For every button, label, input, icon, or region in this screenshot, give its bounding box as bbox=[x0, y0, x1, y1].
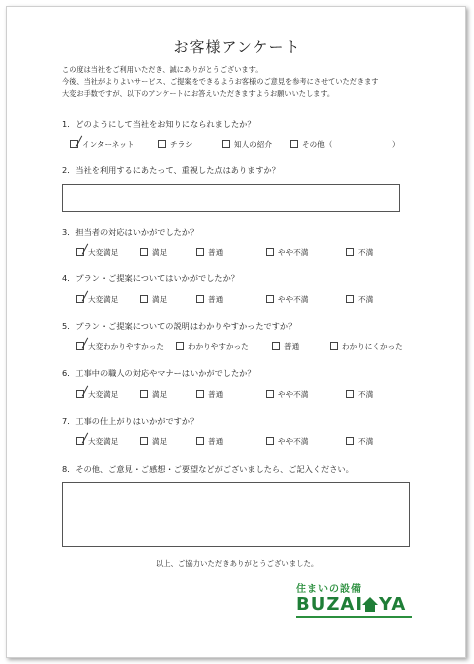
q1-option-internet[interactable] bbox=[70, 139, 134, 150]
checkbox[interactable] bbox=[140, 390, 148, 398]
option-label: 普通 bbox=[208, 390, 224, 399]
checkbox[interactable] bbox=[140, 248, 148, 256]
option-label: 普通 bbox=[208, 437, 224, 446]
option-label: 大変満足 bbox=[88, 390, 119, 399]
question-8: 8．その他、ご意見・ご感想・ご要望などがございましたら、ご記入ください。 bbox=[62, 464, 354, 474]
option-label: やや不満 bbox=[278, 390, 309, 399]
checkbox[interactable] bbox=[176, 342, 184, 350]
checkbox[interactable] bbox=[346, 437, 354, 445]
question-4: 4．プラン・ご提案についてはいかがでしたか？ bbox=[62, 273, 239, 283]
q7-option-dissatisfied[interactable] bbox=[346, 436, 373, 447]
intro-line-1: この度は当社をご利用いただき、誠にありがとうございます。 bbox=[62, 65, 263, 74]
checkbox[interactable] bbox=[196, 295, 204, 303]
checkbox[interactable] bbox=[222, 140, 230, 148]
q3-option-satisfied[interactable] bbox=[140, 247, 167, 258]
q1-option-flyer[interactable] bbox=[158, 139, 193, 150]
checkbox-checked[interactable] bbox=[70, 140, 78, 148]
question-1: 1．どのようにして当社をお知りになられましたか？ bbox=[62, 119, 256, 129]
intro-line-2: 今後、当社がよりよいサービス、ご提案をできるようお客様のご意見を参考にさせていただきます bbox=[62, 77, 379, 86]
checkbox[interactable] bbox=[266, 437, 274, 445]
option-label: わかりにくかった bbox=[342, 342, 403, 351]
q1-other-close-paren: ） bbox=[392, 140, 400, 149]
question-7: 7．工事の仕上がりはいかがですか？ bbox=[62, 416, 199, 426]
option-label: 知人の紹介 bbox=[234, 140, 272, 149]
checkbox[interactable] bbox=[346, 390, 354, 398]
checkbox[interactable] bbox=[330, 342, 338, 350]
option-label: やや不満 bbox=[278, 248, 309, 257]
intro-line-3: 大変お手数ですが、以下のアンケートにお答えいただきますようお願いいたします。 bbox=[62, 89, 335, 98]
checkbox[interactable] bbox=[196, 437, 204, 445]
logo-tagline: 住まいの設備 bbox=[296, 584, 362, 595]
option-label: 普通 bbox=[208, 295, 224, 304]
q6-option-satisfied[interactable] bbox=[140, 389, 167, 400]
checkbox[interactable] bbox=[140, 295, 148, 303]
q8-answer-field[interactable] bbox=[62, 482, 410, 547]
q2-answer-field[interactable] bbox=[62, 184, 400, 212]
checkbox-checked[interactable] bbox=[76, 342, 84, 350]
page-title: お客様アンケート bbox=[173, 38, 301, 56]
q7-option-somewhat-dissatisfied[interactable] bbox=[266, 436, 308, 447]
checkbox-checked[interactable] bbox=[76, 248, 84, 256]
house-icon bbox=[362, 597, 378, 605]
option-label: インターネット bbox=[82, 140, 135, 149]
checkbox-checked[interactable] bbox=[76, 437, 84, 445]
option-label: 満足 bbox=[152, 248, 168, 257]
company-logo bbox=[286, 577, 420, 623]
q3-option-neutral[interactable] bbox=[196, 247, 223, 258]
q1-option-other[interactable] bbox=[290, 139, 332, 150]
option-label: 普通 bbox=[284, 342, 300, 351]
q3-option-dissatisfied[interactable] bbox=[346, 247, 373, 258]
q6-option-somewhat-dissatisfied[interactable] bbox=[266, 389, 308, 400]
checkbox[interactable] bbox=[266, 390, 274, 398]
option-label: やや不満 bbox=[278, 437, 309, 446]
logo-underline bbox=[296, 616, 412, 618]
option-label: 満足 bbox=[152, 437, 168, 446]
q1-option-referral[interactable] bbox=[222, 139, 272, 150]
question-3: 3．担当者の対応はいかがでしたか？ bbox=[62, 227, 199, 237]
checkbox[interactable] bbox=[272, 342, 280, 350]
logo-wordmark-right: YA bbox=[379, 594, 407, 615]
q4-option-dissatisfied[interactable] bbox=[346, 294, 373, 305]
q4-option-satisfied[interactable] bbox=[140, 294, 167, 305]
checkbox[interactable] bbox=[158, 140, 166, 148]
checkbox[interactable] bbox=[266, 295, 274, 303]
option-label: その他（ bbox=[302, 140, 333, 149]
option-label: 不満 bbox=[358, 437, 374, 446]
checkbox[interactable] bbox=[346, 295, 354, 303]
option-label: 満足 bbox=[152, 295, 168, 304]
q6-option-neutral[interactable] bbox=[196, 389, 223, 400]
question-5: 5．プラン・ご提案についての説明はわかりやすかったですか？ bbox=[62, 321, 297, 331]
q4-option-very-satisfied[interactable] bbox=[76, 294, 118, 305]
option-label: 満足 bbox=[152, 390, 168, 399]
q5-option-very-clear[interactable] bbox=[76, 341, 164, 352]
q5-option-neutral[interactable] bbox=[272, 341, 299, 352]
thanks-message: 以上、ご協力いただきありがとうございました。 bbox=[155, 559, 319, 568]
option-label: 大変満足 bbox=[88, 295, 119, 304]
q3-option-very-satisfied[interactable] bbox=[76, 247, 118, 258]
option-label: やや不満 bbox=[278, 295, 309, 304]
option-label: チラシ bbox=[170, 140, 193, 149]
option-label: 大変わかりやすかった bbox=[88, 342, 164, 351]
option-label: 大変満足 bbox=[88, 248, 119, 257]
question-2: 2．当社を利用するにあたって、重視した点はありますか？ bbox=[62, 165, 280, 175]
q4-option-somewhat-dissatisfied[interactable] bbox=[266, 294, 308, 305]
option-label: 不満 bbox=[358, 390, 374, 399]
option-label: 不満 bbox=[358, 248, 374, 257]
checkbox[interactable] bbox=[346, 248, 354, 256]
q7-option-satisfied[interactable] bbox=[140, 436, 167, 447]
checkbox[interactable] bbox=[196, 390, 204, 398]
option-label: 大変満足 bbox=[88, 437, 119, 446]
q7-option-very-satisfied[interactable] bbox=[76, 436, 118, 447]
option-label: 不満 bbox=[358, 295, 374, 304]
checkbox-checked[interactable] bbox=[76, 390, 84, 398]
q6-option-dissatisfied[interactable] bbox=[346, 389, 373, 400]
checkbox[interactable] bbox=[266, 248, 274, 256]
option-label: わかりやすかった bbox=[188, 342, 249, 351]
q7-option-neutral[interactable] bbox=[196, 436, 223, 447]
q6-option-very-satisfied[interactable] bbox=[76, 389, 118, 400]
question-6: 6．工事中の職人の対応やマナーはいかがでしたか？ bbox=[62, 368, 256, 378]
checkbox[interactable] bbox=[196, 248, 204, 256]
q4-option-neutral[interactable] bbox=[196, 294, 223, 305]
logo-wordmark bbox=[296, 594, 406, 615]
checkbox[interactable] bbox=[140, 437, 148, 445]
q5-option-unclear[interactable] bbox=[330, 341, 403, 352]
option-label: 普通 bbox=[208, 248, 224, 257]
checkbox-checked[interactable] bbox=[76, 295, 84, 303]
logo-wordmark-left: BUZAI bbox=[296, 594, 364, 615]
checkbox[interactable] bbox=[290, 140, 298, 148]
q3-option-somewhat-dissatisfied[interactable] bbox=[266, 247, 308, 258]
q5-option-clear[interactable] bbox=[176, 341, 249, 352]
